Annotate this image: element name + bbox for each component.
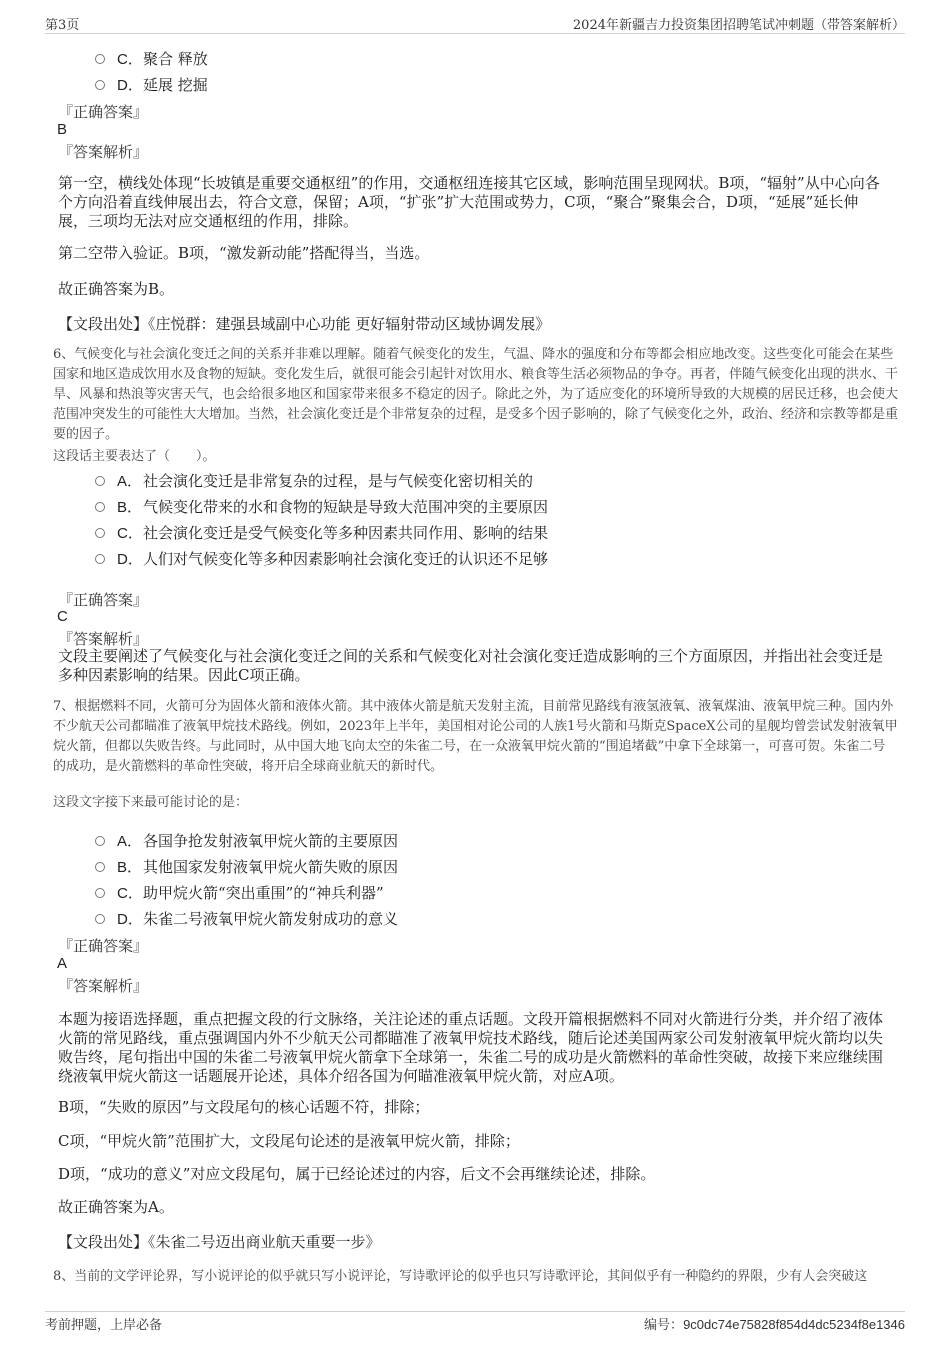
q5-option-d[interactable]: D．延展 挖掘: [95, 74, 208, 95]
radio-icon[interactable]: [95, 914, 105, 924]
q7-option-a[interactable]: A．各国争抢发射液氧甲烷火箭的主要原因: [95, 830, 398, 851]
q7-analysis-para-2: B项，“失败的原因”与文段尾句的核心话题不符，排除；: [58, 1098, 430, 1116]
page-header: [45, 14, 905, 34]
q6-option-b[interactable]: B．气候变化带来的水和食物的短缺是导致大范围冲突的主要原因: [95, 496, 548, 517]
q5-answer-label: 『正确答案』: [58, 103, 149, 121]
q6-option-d[interactable]: D．人们对气候变化等多种因素影响社会演化变迁的认识还不足够: [95, 548, 548, 569]
q6-option-a[interactable]: A．社会演化变迁是非常复杂的过程，是与气候变化密切相关的: [95, 470, 533, 491]
q5-option-c[interactable]: C．聚合 释放: [95, 48, 208, 69]
q7-source: 【文段出处】《朱雀二号迈出商业航天重要一步》: [58, 1233, 381, 1251]
q6-option-c[interactable]: C．社会演化变迁是受气候变化等多种因素共同作用、影响的结果: [95, 522, 548, 543]
q7-question: 这段文字接下来最可能讨论的是：: [53, 795, 249, 810]
radio-icon[interactable]: [95, 554, 105, 564]
document-code: [644, 1314, 905, 1333]
radio-icon[interactable]: [95, 476, 105, 486]
q5-answer: B: [57, 121, 68, 138]
q7-option-b[interactable]: B．其他国家发射液氧甲烷火箭失败的原因: [95, 856, 398, 877]
document-title: 2024年新疆吉力投资集团招聘笔试冲刺题（带答案解析）: [572, 18, 905, 33]
q6-answer-label: 『正确答案』: [58, 591, 149, 609]
radio-icon[interactable]: [95, 862, 105, 872]
page-number: 第3页: [45, 18, 80, 33]
header-divider: [45, 33, 905, 34]
q7-answer: A: [57, 955, 68, 972]
q5-analysis-para-2: 第二空带入验证。B项，“激发新动能”搭配得当，当选。: [58, 244, 430, 262]
code-label: 编号：: [644, 1318, 684, 1333]
q7-analysis-label: 『答案解析』: [58, 977, 149, 995]
code-value: 9c0dc74e75828f854d4dc5234f8e1346: [683, 1317, 905, 1332]
q7-analysis-para-5: 故正确答案为A。: [58, 1198, 174, 1216]
q5-analysis-para-3: 故正确答案为B。: [58, 280, 175, 298]
q6-stem: 6、气候变化与社会演化变迁之间的关系并非难以理解。随着气候变化的发生，气温、降水的强度和分布等都会相应地改变。这些变化可能会在某些国家和地区造成饮用水及食物的短缺。变化发生后，就很可能会引起针对饮用水、粮食等生活必须物品的争夺。再者，伴随气候变化出现的洪水、干旱、风暴和热浪等灾害天气，也会给很多地区和国家带来很多不稳定的因子。除此之外，为了适应变化的环境所导致的大规模的居民迁移，也会使大范围冲突发生的可能性大大增加。当然，社会演化变迁是个非常复杂的过程，是受多个因子影响的，除了气候变化之外，政治、经济和宗教等都是重要的因子。: [53, 347, 899, 442]
radio-icon[interactable]: [95, 836, 105, 846]
radio-icon[interactable]: [95, 502, 105, 512]
q6-analysis-label: 『答案解析』: [58, 630, 149, 648]
q5-analysis-para-1: 第一空，横线处体现“长坡镇是重要交通枢纽”的作用，交通枢纽连接其它区域，影响范围呈现网状。B项，“辐射”从中心向各个方向沿着直线伸展出去，符合文意，保留；A项，“扩张”扩大范围或势力，C项，“聚合”聚集会合，D项，“延展”延长伸展，三项均无法对应交通枢纽的作用，排除。: [58, 174, 880, 230]
radio-icon[interactable]: [95, 54, 105, 64]
q7-option-d[interactable]: D．朱雀二号液氧甲烷火箭发射成功的意义: [95, 908, 398, 929]
q6-answer: C: [57, 608, 68, 625]
q5-source: 【文段出处】《庄悦群：建强县域副中心功能 更好辐射带动区域协调发展》: [58, 315, 551, 333]
q7-answer-label: 『正确答案』: [58, 937, 149, 955]
q7-option-c[interactable]: C．助甲烷火箭“突出重围”的“神兵利器”: [95, 882, 384, 903]
q5-analysis-label: 『答案解析』: [58, 143, 149, 161]
q7-stem: 7、根据燃料不同，火箭可分为固体火箭和液体火箭。其中液体火箭是航天发射主流，目前常见路线有液氢液氧、液氧煤油、液氧甲烷三种。国内外不少航天公司都瞄准了液氧甲烷技术路线。例如，2023年上半年，美国相对论公司的人族1号火箭和马斯克SpaceX公司的星舰均曾尝试发射液氧甲烷火箭，但都以失败告终。与此同时，从中国大地飞向太空的朱雀二号，在一众液氧甲烷火箭的“围追堵截”中拿下全球第一，可喜可贺。朱雀二号的成功，是火箭燃料的革命性突破，将开启全球商业航天的新时代。: [53, 699, 898, 774]
q8-stem: 8、当前的文学评论界，写小说评论的似乎就只写小说评论，写诗歌评论的似乎也只写诗歌评论，其间似乎有一种隐约的界限，少有人会突破这: [53, 1269, 868, 1284]
page-footer: [45, 1314, 905, 1334]
q7-analysis-para-4: D项，“成功的意义”对应文段尾句，属于已经论述过的内容，后文不会再继续论述，排除。: [58, 1165, 656, 1183]
radio-icon[interactable]: [95, 528, 105, 538]
q6-analysis: 文段主要阐述了气候变化与社会演化变迁之间的关系和气候变化对社会演化变迁造成影响的三个方面原因，并指出社会变迁是多种因素影响的结果。因此C项正确。: [58, 647, 884, 684]
footer-divider: [45, 1311, 905, 1312]
q7-analysis-para-3: C项，“甲烷火箭”范围扩大，文段尾句论述的是液氧甲烷火箭，排除；: [58, 1132, 520, 1150]
footer-slogan: 考前押题，上岸必备: [45, 1318, 163, 1333]
radio-icon[interactable]: [95, 888, 105, 898]
q7-analysis-para-1: 本题为接语选择题，重点把握文段的行文脉络，关注论述的重点话题。文段开篇根据燃料不同对火箭进行分类，并介绍了液体火箭的常见路线，重点强调国内外不少航天公司都瞄准了液氧甲烷技术路线，随后论述美国两家公司发射液氧甲烷火箭均以失败告终，尾句指出中国的朱雀二号液氧甲烷火箭拿下全球第一，朱雀二号的成功是火箭燃料的革命性突破，故接下来应继续围绕液氧甲烷火箭这一话题展开论述，具体介绍各国为何瞄准液氧甲烷火箭，对应A项。: [58, 1010, 884, 1085]
radio-icon[interactable]: [95, 80, 105, 90]
q6-question: 这段话主要表达了（ ）。: [53, 449, 216, 464]
